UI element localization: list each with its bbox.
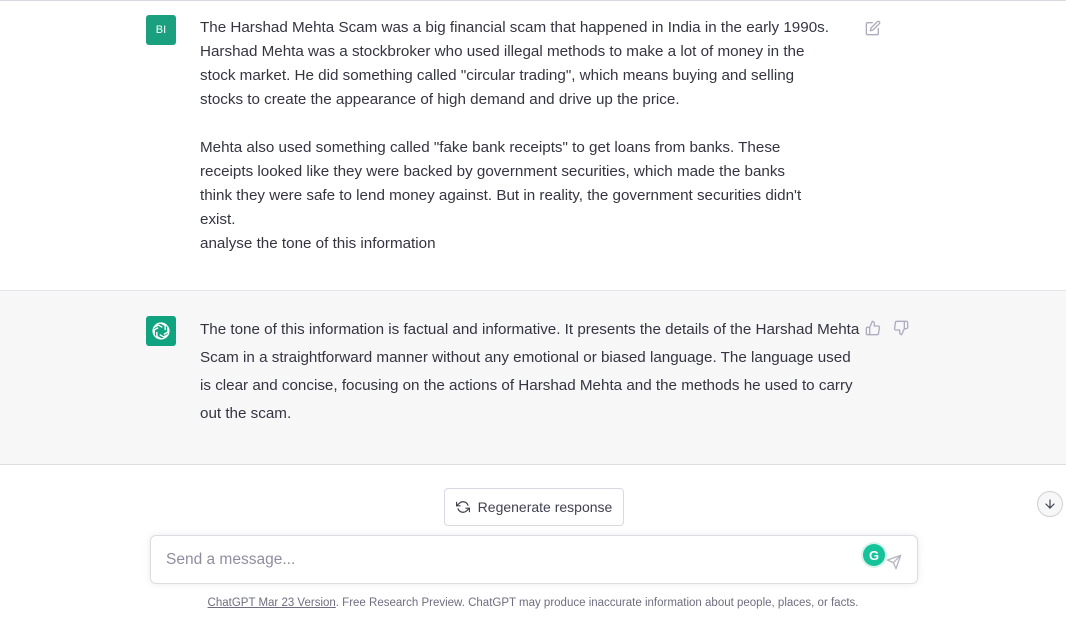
user-message-line: stocks to create the appearance of high demand and drive up the price. [200, 91, 680, 108]
paper-plane-icon [886, 554, 902, 570]
thumbs-down-icon [893, 320, 909, 336]
thumbs-down-button[interactable] [891, 318, 911, 338]
grammarly-letter: G [868, 547, 880, 563]
user-message-line: Harshad Mehta was a stockbroker who used illegal methods to make a lot of money in the [200, 43, 805, 60]
footer-disclaimer [0, 597, 1066, 609]
message-input[interactable] [166, 549, 846, 571]
assistant-message-text: The tone of this information is factual and informative. It presents the details of the Harshad Mehta Scam in a straightforward manner without any emotional or biased language. The language used is clear and concise, focusing on the actions of Harshad Mehta and the methods he used to carry out the scam. [200, 321, 860, 422]
version-link[interactable]: ChatGPT Mar 23 Version [207, 597, 336, 609]
paragraph-gap [200, 112, 855, 136]
assistant-avatar [146, 316, 176, 346]
send-button[interactable] [884, 552, 904, 572]
user-message-line: exist. [200, 211, 236, 228]
user-message-line: Mehta also used something called "fake bank receipts" to get loans from banks. These [200, 139, 781, 156]
message-composer [150, 535, 918, 584]
arrow-down-icon [1043, 497, 1057, 511]
user-message-line: analyse the tone of this information [200, 235, 436, 252]
regenerate-label: Regenerate response [477, 499, 613, 515]
pencil-square-icon [865, 20, 881, 36]
thumbs-up-button[interactable] [863, 318, 883, 338]
disclaimer-text: . Free Research Preview. ChatGPT may produce inaccurate information about people, places, or facts. [335, 597, 859, 609]
user-message-line: think they were safe to lend money against. But in reality, the government securities didn't [200, 187, 802, 204]
regenerate-response-button[interactable] [444, 488, 624, 526]
user-message [0, 1, 1066, 291]
refresh-icon [456, 500, 470, 514]
user-avatar-initials: BI [155, 24, 167, 36]
user-message-line: stock market. He did something called "circular trading", which means buying and selling [200, 67, 795, 84]
assistant-message [0, 291, 1066, 465]
thumbs-up-icon [865, 320, 881, 336]
grammarly-icon[interactable] [863, 544, 885, 566]
edit-message-button[interactable] [863, 18, 883, 38]
user-message-line: receipts looked like they were backed by government securities, which made the banks [200, 163, 786, 180]
scroll-to-bottom-button[interactable] [1037, 491, 1063, 517]
user-avatar [146, 15, 176, 45]
user-message-line: The Harshad Mehta Scam was a big financial scam that happened in India in the early 1990s. [200, 19, 829, 36]
user-message-text [200, 16, 855, 256]
openai-logo-icon [150, 320, 172, 342]
